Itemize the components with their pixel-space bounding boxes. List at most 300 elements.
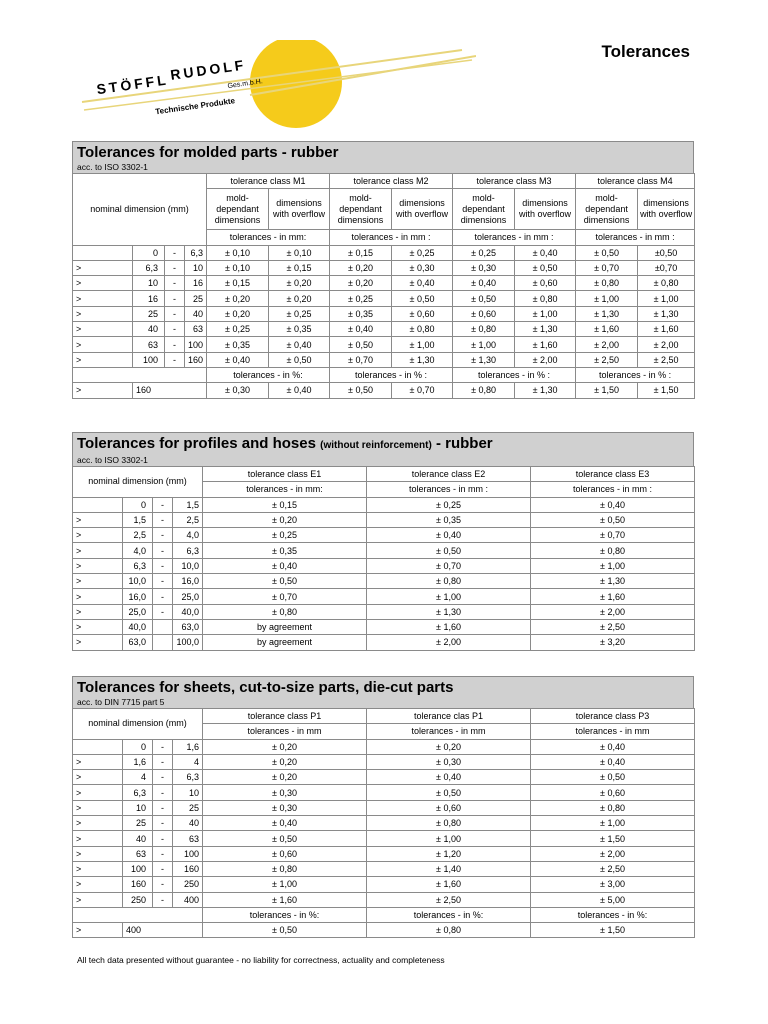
tolerance-value: ± 0,40 — [392, 276, 453, 291]
greater-than-cell: > — [73, 337, 133, 352]
tolerance-value: ± 1,60 — [576, 322, 638, 337]
page-header — [0, 0, 768, 135]
tolerance-value: ± 1,50 — [531, 923, 695, 938]
tolerance-value: ± 2,50 — [367, 892, 531, 907]
company-logo — [76, 40, 476, 135]
tolerance-value: ± 0,80 — [453, 383, 515, 398]
sun-logo-shape — [250, 40, 342, 128]
dimension-dash-cell: - — [165, 322, 185, 337]
dimension-from-cell: 0 — [123, 739, 153, 754]
profiles-section — [72, 432, 694, 651]
tolerance-value: ± 1,50 — [531, 831, 695, 846]
tolerance-value: ± 0,20 — [207, 306, 269, 321]
units-mm-label: tolerances - in mm : — [453, 230, 576, 245]
dimension-from-cell: 25,0 — [123, 604, 153, 619]
tolerance-value: ± 0,50 — [392, 291, 453, 306]
tolerance-value: ± 0,20 — [330, 276, 392, 291]
units-mm-label: tolerances - in mm : — [367, 482, 531, 497]
section-subtitle: acc. to DIN 7715 part 5 — [77, 697, 165, 707]
tolerance-value: ± 1,50 — [638, 383, 695, 398]
tolerance-value: ± 0,80 — [392, 322, 453, 337]
tolerance-value: ± 1,50 — [576, 383, 638, 398]
tolerance-value: ± 2,50 — [638, 352, 695, 367]
greater-than-cell: > — [73, 923, 123, 938]
tolerance-value: ± 5,00 — [531, 892, 695, 907]
units-percent-label: tolerances - in % : — [576, 367, 695, 382]
dimension-to-cell: 400 — [173, 892, 203, 907]
dimension-to-cell: 63 — [185, 322, 207, 337]
tolerance-value: ± 0,20 — [207, 291, 269, 306]
logo-name-1: STÖFFL — [95, 71, 170, 98]
tolerance-value: ± 0,40 — [531, 497, 695, 512]
greater-than-cell: > — [73, 604, 123, 619]
tolerance-value: ± 0,25 — [269, 306, 330, 321]
tolerance-value: ± 0,15 — [207, 276, 269, 291]
dimension-dash-cell: - — [153, 558, 173, 573]
tolerance-value: ± 0,40 — [330, 322, 392, 337]
tolerance-value: ± 0,35 — [207, 337, 269, 352]
units-percent-label: tolerances - in %: — [531, 907, 695, 922]
tolerance-value: ± 0,60 — [453, 306, 515, 321]
tolerance-value: ± 1,60 — [203, 892, 367, 907]
tolerance-value: ± 0,80 — [638, 276, 695, 291]
dimension-to-cell: 160 — [185, 352, 207, 367]
tolerance-value: ± 0,50 — [531, 770, 695, 785]
tolerance-value: ± 0,50 — [515, 260, 576, 275]
greater-than-cell: > — [73, 831, 123, 846]
tolerance-value: ± 0,25 — [207, 322, 269, 337]
section-title: Tolerances for sheets, cut-to-size parts, die-cut parts — [77, 679, 454, 696]
table-row — [73, 800, 695, 815]
dimension-to-cell: 63,0 — [173, 619, 203, 634]
tolerance-value: ± 1,00 — [453, 337, 515, 352]
section-header — [72, 432, 694, 466]
empty-cell — [73, 367, 207, 382]
tolerance-value: ± 1,00 — [576, 291, 638, 306]
empty-cell — [73, 907, 203, 922]
table-row — [73, 861, 695, 876]
dimension-to-cell: 40 — [173, 816, 203, 831]
units-row — [73, 367, 695, 382]
dimension-to-cell: 63 — [173, 831, 203, 846]
dimension-from-cell: 63 — [123, 846, 153, 861]
tolerance-value: ± 1,00 — [638, 291, 695, 306]
tolerance-value: ± 0,40 — [203, 816, 367, 831]
dimension-dash-cell: - — [153, 831, 173, 846]
greater-than-cell: > — [73, 276, 133, 291]
table-row — [73, 322, 695, 337]
tolerance-value: ± 1,30 — [453, 352, 515, 367]
tolerance-value: ± 2,50 — [576, 352, 638, 367]
tolerance-value: ± 1,00 — [392, 337, 453, 352]
tolerance-value: ± 0,70 — [576, 260, 638, 275]
disclaimer-footer: All tech data presented without guarantee - no liability for correctness, actuality and completeness — [77, 955, 445, 965]
overflow-header: dimensions with overflow — [515, 189, 576, 230]
greater-than-cell: > — [73, 800, 123, 815]
mold-dependant-header: mold-dependant dimensions — [207, 189, 269, 230]
dimension-from-cell: 6,3 — [123, 785, 153, 800]
dimension-dash-cell: - — [153, 785, 173, 800]
tolerance-value: ± 3,20 — [531, 635, 695, 650]
section-title-main: Tolerances for profiles and hoses — [77, 435, 316, 452]
units-mm-label: tolerances - in mm : — [330, 230, 453, 245]
sheets-table — [72, 708, 695, 938]
tolerance-value: ± 1,60 — [367, 619, 531, 634]
tolerance-value: ± 1,00 — [367, 589, 531, 604]
tolerance-value: ± 0,40 — [531, 739, 695, 754]
mold-dependant-header: mold-dependant dimensions — [576, 189, 638, 230]
tolerance-class-header: tolerance class M2 — [330, 174, 453, 189]
dimension-dash-cell: - — [165, 260, 185, 275]
section-header — [72, 676, 694, 708]
tolerance-value: ± 0,50 — [330, 337, 392, 352]
table-row — [73, 892, 695, 907]
table-row — [73, 260, 695, 275]
section-subtitle: acc. to ISO 3302-1 — [77, 162, 148, 172]
dimension-dash-cell: - — [165, 291, 185, 306]
dimension-from-cell: 0 — [133, 245, 165, 260]
tolerance-value: ± 0,30 — [203, 800, 367, 815]
tolerance-value: ± 0,70 — [367, 558, 531, 573]
dimension-dash-cell — [153, 635, 173, 650]
tolerance-value: ± 1,30 — [515, 322, 576, 337]
table-row — [73, 497, 695, 512]
tolerance-value: ± 0,15 — [269, 260, 330, 275]
tolerance-class-header: tolerance class E2 — [367, 467, 531, 482]
tolerance-value: ± 0,70 — [531, 528, 695, 543]
dimension-from-cell: 4 — [123, 770, 153, 785]
greater-than-cell: > — [73, 528, 123, 543]
dimension-to-cell: 25 — [173, 800, 203, 815]
greater-than-cell: > — [73, 322, 133, 337]
table-row — [73, 543, 695, 558]
dimension-from-cell: 16,0 — [123, 589, 153, 604]
tolerance-value: ± 0,25 — [392, 245, 453, 260]
units-mm-label: tolerances - in mm — [203, 724, 367, 739]
dimension-from-cell: 40 — [133, 322, 165, 337]
units-mm-label: tolerances - in mm: — [203, 482, 367, 497]
dimension-from-cell: 0 — [123, 497, 153, 512]
table-row — [73, 754, 695, 769]
greater-than-cell: > — [73, 754, 123, 769]
overflow-header: dimensions with overflow — [392, 189, 453, 230]
dimension-from-cell: 4,0 — [123, 543, 153, 558]
tolerance-value: ± 0,80 — [453, 322, 515, 337]
dimension-dash-cell: - — [153, 604, 173, 619]
dimension-dash-cell: - — [165, 276, 185, 291]
dimension-from-cell: 1,6 — [123, 754, 153, 769]
tolerance-value: ± 0,50 — [367, 543, 531, 558]
dimension-to-cell: 6,3 — [173, 770, 203, 785]
greater-than-cell: > — [73, 558, 123, 573]
tolerance-value: ± 0,70 — [203, 589, 367, 604]
tolerance-class-header: tolerance class M3 — [453, 174, 576, 189]
greater-than-cell: > — [73, 291, 133, 306]
units-percent-label: tolerances - in %: — [207, 367, 330, 382]
tolerance-value: ± 1,30 — [392, 352, 453, 367]
tolerance-value: ± 1,40 — [367, 861, 531, 876]
tolerance-value: ± 0,80 — [367, 574, 531, 589]
greater-than-cell: > — [73, 892, 123, 907]
units-mm-label: tolerances - in mm : — [576, 230, 695, 245]
dimension-from-cell: 63,0 — [123, 635, 153, 650]
tolerance-value: ± 0,40 — [207, 352, 269, 367]
dimension-from-cell: 250 — [123, 892, 153, 907]
units-mm-label: tolerances - in mm: — [207, 230, 330, 245]
tolerance-value: ± 0,25 — [330, 291, 392, 306]
tolerance-value: ± 2,00 — [531, 846, 695, 861]
dimension-to-cell: 16,0 — [173, 574, 203, 589]
greater-than-cell — [73, 245, 133, 260]
tolerance-value: ± 1,30 — [367, 604, 531, 619]
greater-than-cell: > — [73, 306, 133, 321]
table-row — [73, 770, 695, 785]
table-row — [73, 619, 695, 634]
tolerance-value: ± 0,80 — [367, 816, 531, 831]
dimension-dash-cell: - — [165, 306, 185, 321]
tolerance-value: ± 0,35 — [330, 306, 392, 321]
units-percent-label: tolerances - in % : — [453, 367, 576, 382]
tolerance-value: ±0,50 — [638, 245, 695, 260]
greater-than-cell: > — [73, 770, 123, 785]
class-header-row — [73, 709, 695, 724]
dimension-from-cell: 25 — [133, 306, 165, 321]
dimension-from-cell: 10 — [123, 800, 153, 815]
tolerance-value: ± 1,60 — [638, 322, 695, 337]
table-row — [73, 831, 695, 846]
logo-tagline: Technische Produkte — [154, 96, 236, 117]
nominal-dimension-header: nominal dimension (mm) — [73, 174, 207, 246]
table-row — [73, 352, 695, 367]
tolerance-value: ± 0,50 — [367, 785, 531, 800]
greater-than-cell: > — [73, 846, 123, 861]
units-percent-label: tolerances - in %: — [367, 907, 531, 922]
dimension-from-cell: 100 — [133, 352, 165, 367]
dimension-to-cell: 100 — [185, 337, 207, 352]
dimension-from-cell: 400 — [123, 923, 203, 938]
table-row — [73, 337, 695, 352]
tolerance-value: ± 0,20 — [367, 739, 531, 754]
tolerance-value: ± 0,50 — [203, 923, 367, 938]
tolerance-value: ± 0,40 — [515, 245, 576, 260]
tolerance-value: ± 0,60 — [367, 800, 531, 815]
tolerance-value: ±0,70 — [638, 260, 695, 275]
tolerance-value: ± 1,00 — [531, 816, 695, 831]
tolerance-value: ± 0,20 — [203, 512, 367, 527]
tolerance-value: ± 0,60 — [515, 276, 576, 291]
tolerance-value: ± 0,25 — [453, 245, 515, 260]
dimension-to-cell: 25 — [185, 291, 207, 306]
greater-than-cell: > — [73, 543, 123, 558]
tolerance-value: ± 0,25 — [367, 497, 531, 512]
dimension-to-cell: 40 — [185, 306, 207, 321]
section-subtitle: acc. to ISO 3302-1 — [77, 455, 148, 465]
table-row — [73, 276, 695, 291]
dimension-dash-cell: - — [153, 846, 173, 861]
tolerance-value: ± 1,20 — [367, 846, 531, 861]
page-title: Tolerances — [601, 42, 690, 61]
tolerance-value: ± 0,40 — [269, 383, 330, 398]
dimension-dash-cell: - — [153, 816, 173, 831]
dimension-dash-cell: - — [153, 574, 173, 589]
tolerance-value: ± 0,60 — [531, 785, 695, 800]
greater-than-cell: > — [73, 352, 133, 367]
tolerance-value: ± 0,50 — [330, 383, 392, 398]
sheets-section — [72, 676, 694, 938]
tolerance-class-header: tolerance class M4 — [576, 174, 695, 189]
units-percent-label: tolerances - in % : — [330, 367, 453, 382]
units-mm-label: tolerances - in mm — [531, 724, 695, 739]
tolerance-value: ± 2,00 — [367, 635, 531, 650]
dimension-to-cell: 25,0 — [173, 589, 203, 604]
dimension-dash-cell: - — [165, 337, 185, 352]
tolerance-value: ± 1,00 — [531, 558, 695, 573]
greater-than-cell: > — [73, 383, 133, 398]
dimension-from-cell: 6,3 — [133, 260, 165, 275]
tolerance-value: ± 0,50 — [269, 352, 330, 367]
tolerance-class-header: tolerance class P3 — [531, 709, 695, 724]
tolerance-value: ± 1,30 — [638, 306, 695, 321]
section-title: Tolerances for molded parts - rubber — [77, 144, 339, 161]
tolerance-value: ± 1,30 — [576, 306, 638, 321]
dimension-from-cell: 100 — [123, 861, 153, 876]
dimension-from-cell: 1,5 — [123, 512, 153, 527]
dimension-from-cell: 16 — [133, 291, 165, 306]
tolerance-value: ± 1,00 — [367, 831, 531, 846]
tolerance-value: ± 0,40 — [367, 770, 531, 785]
tolerance-value: ± 0,80 — [203, 604, 367, 619]
tolerance-value: ± 0,35 — [269, 322, 330, 337]
tolerance-value: ± 0,20 — [203, 770, 367, 785]
units-mm-label: tolerances - in mm : — [531, 482, 695, 497]
table-row — [73, 383, 695, 398]
units-row — [73, 907, 695, 922]
greater-than-cell: > — [73, 785, 123, 800]
dimension-dash-cell: - — [153, 800, 173, 815]
dimension-to-cell: 160 — [173, 861, 203, 876]
logo-name-2: RUDOLF — [169, 56, 248, 83]
table-row — [73, 558, 695, 573]
tolerance-class-header: tolerance clas P1 — [367, 709, 531, 724]
tolerance-value: ± 0,10 — [207, 245, 269, 260]
tolerance-value: ± 2,50 — [531, 861, 695, 876]
tolerance-value: ± 0,15 — [203, 497, 367, 512]
dimension-dash-cell: - — [153, 512, 173, 527]
tolerance-value: ± 3,00 — [531, 877, 695, 892]
table-row — [73, 877, 695, 892]
section-title — [77, 435, 689, 455]
dimension-from-cell: 2,5 — [123, 528, 153, 543]
tolerance-value: ± 0,80 — [515, 291, 576, 306]
tolerance-value: ± 2,00 — [515, 352, 576, 367]
dimension-to-cell: 100,0 — [173, 635, 203, 650]
tolerance-value: ± 1,30 — [531, 574, 695, 589]
dimension-dash-cell: - — [153, 497, 173, 512]
tolerance-value: ± 0,70 — [330, 352, 392, 367]
dimension-from-cell: 10,0 — [123, 574, 153, 589]
overflow-header: dimensions with overflow — [638, 189, 695, 230]
greater-than-cell: > — [73, 619, 123, 634]
table-row — [73, 816, 695, 831]
tolerance-value: ± 1,00 — [203, 877, 367, 892]
greater-than-cell: > — [73, 589, 123, 604]
section-title-end: - rubber — [435, 435, 493, 452]
class-header-row — [73, 467, 695, 482]
dimension-from-cell: 10 — [133, 276, 165, 291]
tolerance-value: ± 0,50 — [203, 574, 367, 589]
dimension-to-cell: 10 — [185, 260, 207, 275]
tolerance-value: ± 0,30 — [207, 383, 269, 398]
dimension-dash-cell: - — [153, 892, 173, 907]
tolerance-value: ± 0,80 — [203, 861, 367, 876]
tolerance-value: ± 0,60 — [392, 306, 453, 321]
tolerance-value: ± 1,60 — [367, 877, 531, 892]
dimension-to-cell: 1,6 — [173, 739, 203, 754]
greater-than-cell: > — [73, 635, 123, 650]
tolerance-value: ± 0,30 — [203, 785, 367, 800]
tolerance-value: by agreement — [203, 619, 367, 634]
table-row — [73, 923, 695, 938]
tolerance-value: ± 0,30 — [392, 260, 453, 275]
greater-than-cell: > — [73, 260, 133, 275]
table-row — [73, 528, 695, 543]
dimension-dash-cell: - — [153, 528, 173, 543]
greater-than-cell: > — [73, 861, 123, 876]
tolerance-value: ± 0,50 — [531, 512, 695, 527]
dimension-to-cell: 1,5 — [173, 497, 203, 512]
dimension-from-cell: 160 — [133, 383, 207, 398]
greater-than-cell — [73, 739, 123, 754]
nominal-dimension-header: nominal dimension (mm) — [73, 709, 203, 740]
tolerance-value: ± 1,30 — [515, 383, 576, 398]
table-row — [73, 589, 695, 604]
tolerance-value: ± 0,40 — [269, 337, 330, 352]
tolerance-value: ± 0,30 — [367, 754, 531, 769]
tolerance-value: ± 0,60 — [203, 846, 367, 861]
dimension-dash-cell — [153, 619, 173, 634]
tolerance-value: ± 0,40 — [453, 276, 515, 291]
dimension-from-cell: 40,0 — [123, 619, 153, 634]
dimension-dash-cell: - — [153, 754, 173, 769]
tolerance-value: ± 0,20 — [330, 260, 392, 275]
section-header — [72, 141, 694, 173]
tolerance-value: ± 0,40 — [367, 528, 531, 543]
tolerance-value: ± 0,20 — [269, 291, 330, 306]
molded-parts-table — [72, 173, 695, 399]
section-title-note: (without reinforcement) — [320, 440, 432, 451]
dimension-dash-cell: - — [153, 861, 173, 876]
tolerance-value: ± 2,00 — [576, 337, 638, 352]
tolerance-value: ± 0,30 — [453, 260, 515, 275]
tolerance-value: ± 2,00 — [531, 604, 695, 619]
dimension-from-cell: 63 — [133, 337, 165, 352]
dimension-dash-cell: - — [165, 245, 185, 260]
tolerance-value: ± 0,20 — [203, 739, 367, 754]
dimension-to-cell: 40,0 — [173, 604, 203, 619]
table-row — [73, 785, 695, 800]
units-percent-label: tolerances - in %: — [203, 907, 367, 922]
mold-dependant-header: mold-dependant dimensions — [453, 189, 515, 230]
greater-than-cell: > — [73, 877, 123, 892]
tolerance-value: ± 0,80 — [576, 276, 638, 291]
table-row — [73, 291, 695, 306]
table-row — [73, 635, 695, 650]
class-header-row — [73, 174, 695, 189]
greater-than-cell: > — [73, 574, 123, 589]
table-row — [73, 739, 695, 754]
tolerance-value: ± 0,80 — [531, 800, 695, 815]
dimension-to-cell: 4 — [173, 754, 203, 769]
